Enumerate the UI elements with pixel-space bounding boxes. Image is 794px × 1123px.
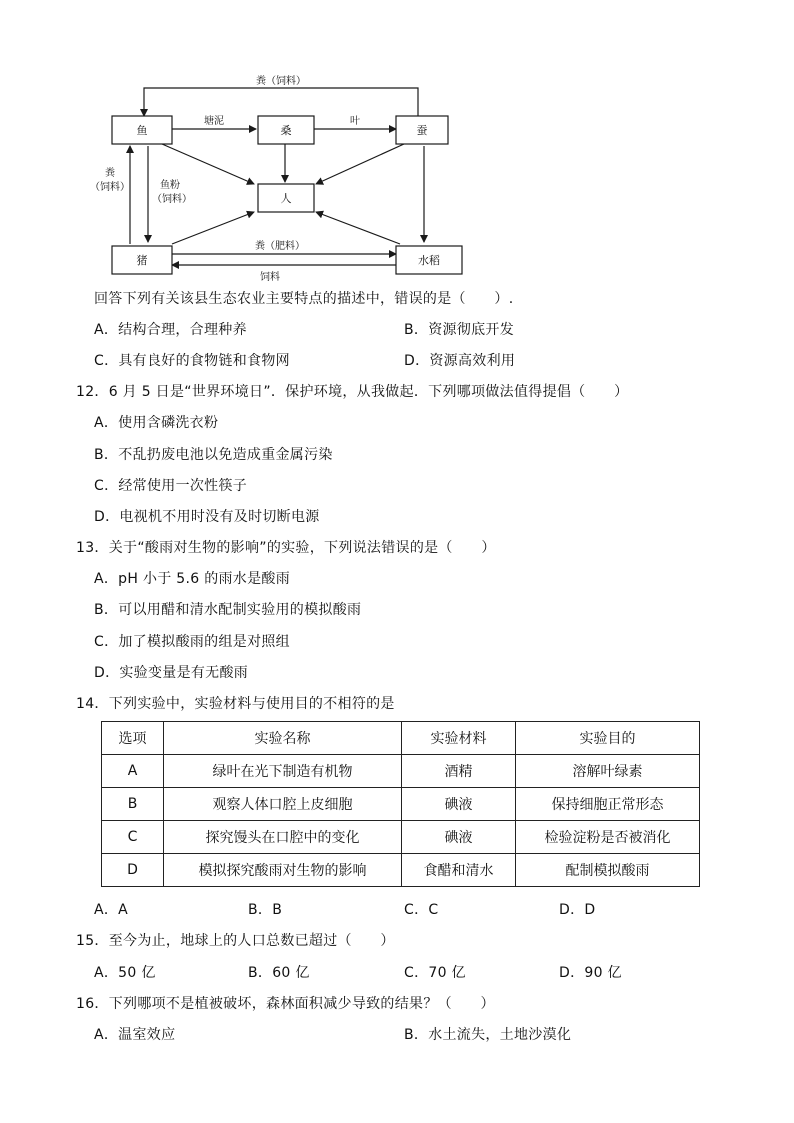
table-cell: 酒精 <box>402 755 516 788</box>
q13-option-b: B．可以用醋和清水配制实验用的模拟酸雨 <box>94 602 362 618</box>
arrow-fish-to-human <box>162 144 254 184</box>
q12-option-b: B．不乱扔废电池以免造成重金属污染 <box>94 447 333 463</box>
table-cell: 检验淀粉是否被消化 <box>516 821 700 854</box>
table-row <box>102 755 700 788</box>
q15-option-b: B．60 亿 <box>248 965 310 981</box>
q12-option-a: A．使用含磷洗衣粉 <box>94 415 219 431</box>
node-rice-label: 水稻 <box>418 254 440 267</box>
table-cell: 溶解叶绿素 <box>516 755 700 788</box>
node-human-label: 人 <box>280 192 292 205</box>
q12-stem: 12．6 月 5 日是“世界环境日”．保护环境，从我做起．下列哪项做法值得提倡（ ） <box>76 384 629 400</box>
edge-label-fish-pig-1: 鱼粉 <box>160 180 180 191</box>
table-row <box>102 854 700 887</box>
q14-option-d: D．D <box>559 902 596 918</box>
table-cell: 保持细胞正常形态 <box>516 788 700 821</box>
node-mulberry <box>258 116 314 144</box>
q16-stem: 16．下列哪项不是植被破坏，森林面积减少导致的结果？（ ） <box>76 996 495 1012</box>
node-silkworm <box>396 116 448 144</box>
table-cell: 配制模拟酸雨 <box>516 854 700 887</box>
q15-option-c: C．70 亿 <box>404 965 466 981</box>
q11-option-d: D．资源高效利用 <box>404 353 516 369</box>
node-pig-label: 猪 <box>136 254 148 267</box>
q16-option-a: A．温室效应 <box>94 1027 176 1043</box>
table-row <box>102 788 700 821</box>
edge-label-silkworm-fish: 粪（饲料） <box>256 76 306 87</box>
q13-option-c: C．加了模拟酸雨的组是对照组 <box>94 634 290 650</box>
edge-label-fish-pig-2: （饲料） <box>152 194 192 205</box>
arrow-rice-to-human <box>316 212 400 244</box>
table-header-cell: 实验目的 <box>516 722 700 755</box>
table-cell: B <box>102 788 164 821</box>
q14-option-a: A．A <box>94 902 129 918</box>
edge-label-pig-fish-2: （饲料） <box>90 182 130 193</box>
node-human <box>258 184 314 212</box>
arrow-silkworm-to-human <box>316 144 404 184</box>
node-pig <box>112 246 172 274</box>
eco-agriculture-diagram <box>90 66 480 286</box>
node-mulberry-label: 桑 <box>280 124 292 137</box>
table-cell: 碘液 <box>402 821 516 854</box>
table-cell: 碘液 <box>402 788 516 821</box>
table-header-cell: 实验名称 <box>164 722 402 755</box>
q16-option-b: B．水土流失，土地沙漠化 <box>404 1027 572 1043</box>
edge-label-pig-fish-1: 粪 <box>105 168 115 179</box>
table-header-row <box>102 722 700 755</box>
q13-stem: 13．关于“酸雨对生物的影响”的实验，下列说法错误的是（ ） <box>76 540 496 556</box>
arrow-silkworm-to-fish <box>144 88 418 118</box>
node-fish <box>112 116 172 144</box>
arrow-pig-to-human <box>172 212 254 244</box>
q14-stem: 14．下列实验中，实验材料与使用目的不相符的是 <box>76 696 395 712</box>
edge-label-mulberry-silkworm: 叶 <box>350 116 360 127</box>
table-cell: 食醋和清水 <box>402 854 516 887</box>
edge-label-fish-mulberry: 塘泥 <box>204 116 224 127</box>
table-cell: A <box>102 755 164 788</box>
q14-option-b: B．B <box>248 902 283 918</box>
experiment-table <box>101 721 700 887</box>
q11-option-a: A．结构合理，合理种养 <box>94 322 247 338</box>
q15-option-d: D．90 亿 <box>559 965 622 981</box>
table-header-cell: 选项 <box>102 722 164 755</box>
table-cell: D <box>102 854 164 887</box>
node-fish-label: 鱼 <box>136 124 148 137</box>
node-silkworm-label: 蚕 <box>416 124 428 137</box>
table-cell: 绿叶在光下制造有机物 <box>164 755 402 788</box>
q12-option-d: D．电视机不用时没有及时切断电源 <box>94 509 320 525</box>
q13-option-a: A．pH 小于 5.6 的雨水是酸雨 <box>94 571 291 587</box>
edge-label-rice-pig: 饲料 <box>260 272 280 283</box>
q11-stem: 回答下列有关该县生态农业主要特点的描述中，错误的是（ ）. <box>94 291 514 307</box>
node-rice <box>396 246 462 274</box>
q13-option-d: D．实验变量是有无酸雨 <box>94 665 249 681</box>
table-cell: C <box>102 821 164 854</box>
table-cell: 观察人体口腔上皮细胞 <box>164 788 402 821</box>
q14-option-c: C．C <box>404 902 439 918</box>
edge-label-pig-rice: 粪（肥料） <box>255 241 305 252</box>
q15-option-a: A．50 亿 <box>94 965 156 981</box>
table-cell: 探究馒头在口腔中的变化 <box>164 821 402 854</box>
table-header-cell: 实验材料 <box>402 722 516 755</box>
q11-option-c: C．具有良好的食物链和食物网 <box>94 353 290 369</box>
table-cell: 模拟探究酸雨对生物的影响 <box>164 854 402 887</box>
q11-option-b: B．资源彻底开发 <box>404 322 515 338</box>
q12-option-c: C．经常使用一次性筷子 <box>94 478 248 494</box>
table-row <box>102 821 700 854</box>
q15-stem: 15．至今为止，地球上的人口总数已超过（ ） <box>76 933 395 949</box>
